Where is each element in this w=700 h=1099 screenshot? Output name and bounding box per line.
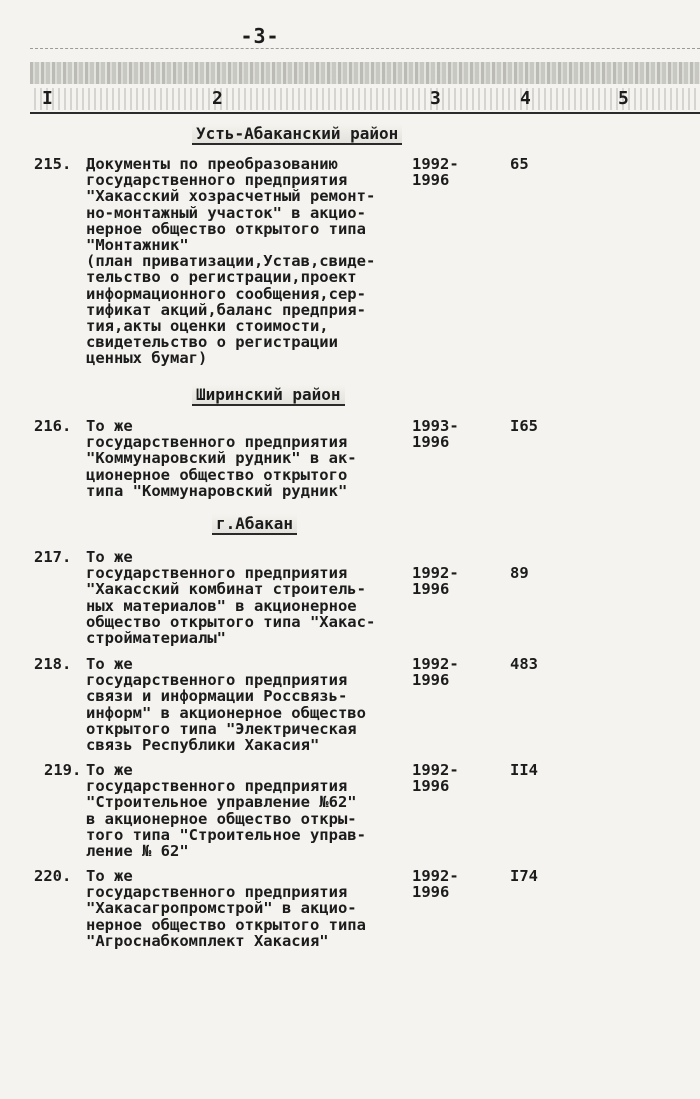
entry-dates: 1992- 1996: [412, 867, 459, 902]
header-rule: [30, 112, 700, 114]
entry-description: То же государственного предприятия связи и информации Россвязь- информ" в акционерное общество открытого типа "Электрическая связь Республики Хакасия": [86, 655, 366, 755]
entry-dates: 1993- 1996: [412, 417, 459, 452]
entry-count: II4: [510, 761, 538, 779]
entry-dates: 1992- 1996: [412, 564, 459, 599]
entry-count: I65: [510, 417, 538, 435]
column-header-2: 2: [212, 88, 223, 109]
section-heading: Усть-Абаканский район: [192, 124, 402, 145]
entry-description: Документы по преобразованию государственного предприятия "Хакасский хозрасчетный ремонт- но-монтажный участок" в акцио- нерное общество открытого типа "Монтажник" (план приватизации,Устав,свиде- тельство о регистрации,проект информационного сообщения,сер- тификат акций,баланс предприя- тия,акты оценки стоимости, свидетельство о регистрации ценных бумаг): [86, 155, 376, 368]
column-header-3: 3: [430, 88, 441, 109]
entry-description: То же государственного предприятия "Строительное управление №62" в акционерное общество откры- того типа "Строительное управ- ление № 62": [86, 761, 366, 861]
entry-number: 218.: [34, 655, 72, 673]
entry-count: 89: [510, 564, 529, 582]
dashed-separator: [30, 48, 700, 49]
section-heading: г.Абакан: [212, 514, 297, 535]
entry-dates: 1992- 1996: [412, 155, 459, 190]
column-header-5: 5: [618, 88, 629, 109]
entry-number: 219.: [44, 761, 82, 779]
blurred-header-band: [30, 62, 700, 84]
entry-number: 216.: [34, 417, 72, 435]
section-heading: Ширинский район: [192, 385, 345, 406]
entry-count: 483: [510, 655, 538, 673]
column-header-4: 4: [520, 88, 531, 109]
entry-number: 217.: [34, 548, 72, 566]
page-number: -3-: [240, 24, 280, 48]
entry-description: То же государственного предприятия "Коммунаровский рудник" в ак- ционерное общество открытого типа "Коммунаровский рудник": [86, 417, 357, 500]
entry-dates: 1992- 1996: [412, 655, 459, 690]
entry-number: 220.: [34, 867, 72, 885]
entry-count: 65: [510, 155, 529, 173]
column-header-1: I: [42, 88, 53, 109]
table-header-row: [30, 88, 700, 110]
entry-count: I74: [510, 867, 538, 885]
entry-description: То же государственного предприятия "Хакасагропромстрой" в акцио- нерное общество открытого типа "Агроснабкомплект Хакасия": [86, 867, 366, 950]
entry-number: 215.: [34, 155, 72, 173]
entry-description: То же государственного предприятия "Хакасский комбинат строитель- ных материалов" в акционерное общество открытого типа "Хакас- стройматериалы": [86, 548, 376, 648]
entry-dates: 1992- 1996: [412, 761, 459, 796]
